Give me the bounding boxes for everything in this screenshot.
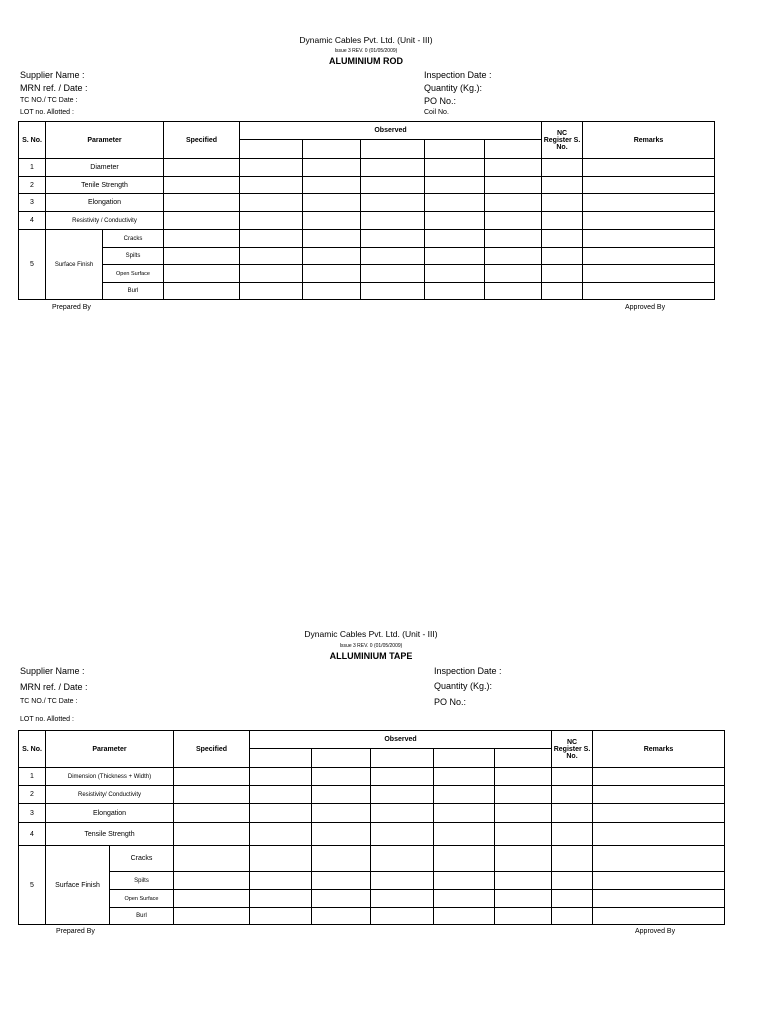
mrn-label: MRN ref. / Date :: [20, 682, 88, 692]
row-parameter: Tensile Strength: [46, 823, 174, 846]
row-sno: 3: [19, 804, 46, 823]
observed-cell[interactable]: [434, 804, 495, 823]
approved-by-label: Approved By: [625, 304, 666, 311]
observed-cell[interactable]: [250, 786, 312, 804]
observed-cell[interactable]: [495, 804, 552, 823]
sub-parameter: Open Surface: [103, 265, 164, 283]
remarks-cell[interactable]: [593, 846, 725, 872]
table-row: [19, 786, 725, 804]
sub-parameter: Spilts: [103, 248, 164, 265]
observed-cell-2[interactable]: [312, 749, 371, 768]
observed-cell[interactable]: [434, 786, 495, 804]
header-remarks: Remarks: [583, 122, 715, 159]
observed-cell[interactable]: [250, 872, 312, 890]
specified-cell[interactable]: [174, 908, 250, 925]
row-parameter: Dimension (Thickness + Width): [46, 768, 174, 786]
supplier-name-label: Supplier Name :: [20, 70, 85, 80]
supplier-name-label: Supplier Name :: [20, 666, 85, 676]
issue-revision: Issue 3 REV. 0 (01/05/2009): [339, 643, 403, 649]
sub-parameter: Burl: [103, 283, 164, 300]
row-parameter: Surface Finish: [46, 846, 110, 925]
observed-cell[interactable]: [312, 768, 371, 786]
observed-cell[interactable]: [434, 908, 495, 925]
row-parameter: Resistivity/ Conductivity: [46, 786, 174, 804]
header-nc-register: NC Register S. No.: [542, 122, 583, 159]
nc-cell[interactable]: [552, 768, 593, 786]
header-nc-register: NC Register S. No.: [552, 731, 593, 768]
observed-cell[interactable]: [495, 890, 552, 908]
specified-cell[interactable]: [174, 823, 250, 846]
remarks-cell[interactable]: [593, 890, 725, 908]
coil-label: Coil No.: [424, 109, 449, 116]
observed-cell[interactable]: [495, 846, 552, 872]
specified-cell[interactable]: [174, 786, 250, 804]
form-title: ALUMINIUM ROD: [329, 56, 403, 66]
observed-cell[interactable]: [250, 846, 312, 872]
tc-label: TC NO./ TC Date :: [20, 97, 78, 104]
sub-parameter: Spilts: [110, 872, 174, 890]
nc-cell[interactable]: [552, 804, 593, 823]
remarks-cell[interactable]: [593, 786, 725, 804]
nc-cell[interactable]: [552, 786, 593, 804]
row-sno: 2: [19, 786, 46, 804]
observed-cell[interactable]: [371, 804, 434, 823]
observed-cell[interactable]: [434, 823, 495, 846]
observed-cell[interactable]: [371, 846, 434, 872]
observed-cell[interactable]: [250, 823, 312, 846]
row-sno: 4: [19, 823, 46, 846]
row-parameter: Surface Finish: [46, 230, 103, 300]
lot-label: LOT no. Allotted :: [20, 716, 74, 723]
observed-cell[interactable]: [250, 908, 312, 925]
observed-cell[interactable]: [495, 823, 552, 846]
table-row: [19, 768, 725, 786]
observed-cell[interactable]: [434, 846, 495, 872]
specified-cell[interactable]: [174, 804, 250, 823]
specified-cell[interactable]: [174, 846, 250, 872]
observed-cell[interactable]: [312, 786, 371, 804]
specified-cell[interactable]: [174, 890, 250, 908]
observed-cell-1[interactable]: [250, 749, 312, 768]
observed-cell[interactable]: [312, 908, 371, 925]
table-row: [19, 823, 725, 846]
observed-cell[interactable]: [371, 890, 434, 908]
observed-cell[interactable]: [434, 890, 495, 908]
header-sno: S. No.: [19, 122, 46, 159]
remarks-cell[interactable]: [593, 768, 725, 786]
header-parameter: Parameter: [46, 731, 174, 768]
quantity-label: Quantity (Kg.):: [424, 83, 483, 93]
observed-cell-4[interactable]: [434, 749, 495, 768]
specified-cell[interactable]: [174, 768, 250, 786]
nc-cell[interactable]: [552, 890, 593, 908]
observed-cell[interactable]: [495, 768, 552, 786]
observed-cell[interactable]: [371, 768, 434, 786]
row-parameter: Elongation: [46, 194, 164, 212]
observed-cell[interactable]: [371, 872, 434, 890]
observed-cell[interactable]: [371, 786, 434, 804]
header-observed: Observed: [250, 731, 552, 749]
observed-cell[interactable]: [250, 890, 312, 908]
observed-cell[interactable]: [250, 768, 312, 786]
inspection-date-label: Inspection Date :: [424, 70, 492, 80]
nc-cell[interactable]: [552, 908, 593, 925]
observed-cell[interactable]: [434, 768, 495, 786]
quantity-label: Quantity (Kg.):: [434, 681, 493, 691]
row-parameter: Elongation: [46, 804, 174, 823]
header-observed: Observed: [240, 122, 542, 140]
row-parameter: Diameter: [46, 159, 164, 177]
nc-cell[interactable]: [552, 872, 593, 890]
company-name: Dynamic Cables Pvt. Ltd. (Unit - III): [304, 629, 438, 639]
sub-parameter: Cracks: [110, 846, 174, 872]
specified-cell[interactable]: [174, 872, 250, 890]
row-sno: 4: [19, 212, 46, 230]
remarks-cell[interactable]: [593, 872, 725, 890]
issue-revision: Issue 3 REV. 0 (01/05/2009): [334, 48, 398, 54]
sub-parameter: Burl: [110, 908, 174, 925]
observed-cell[interactable]: [312, 823, 371, 846]
inspection-table: [18, 730, 725, 925]
row-sno: 3: [19, 194, 46, 212]
observed-cell-5[interactable]: [495, 749, 552, 768]
sub-parameter: Cracks: [103, 230, 164, 248]
observed-cell[interactable]: [312, 846, 371, 872]
observed-cell[interactable]: [371, 823, 434, 846]
row-parameter: Tenile Strength: [46, 177, 164, 194]
observed-cell-3[interactable]: [371, 749, 434, 768]
remarks-cell[interactable]: [593, 823, 725, 846]
header-remarks: Remarks: [593, 731, 725, 768]
prepared-by-label: Prepared By: [56, 928, 95, 935]
sub-parameter: Open Surface: [110, 890, 174, 908]
row-sno: 1: [19, 159, 46, 177]
table-row: [19, 872, 725, 890]
observed-cell[interactable]: [495, 786, 552, 804]
table-row: [19, 890, 725, 908]
table-row: [19, 804, 725, 823]
row-sno: 2: [19, 177, 46, 194]
observed-cell[interactable]: [495, 872, 552, 890]
observed-cell[interactable]: [312, 804, 371, 823]
inspection-date-label: Inspection Date :: [434, 666, 502, 676]
row-sno: 5: [19, 230, 46, 300]
observed-cell[interactable]: [495, 908, 552, 925]
po-label: PO No.:: [434, 697, 467, 707]
header-parameter: Parameter: [46, 122, 164, 159]
form-title: ALLUMINIUM TAPE: [329, 651, 413, 661]
prepared-by-label: Prepared By: [52, 304, 91, 311]
remarks-cell[interactable]: [593, 908, 725, 925]
observed-cell[interactable]: [371, 908, 434, 925]
tc-label: TC NO./ TC Date :: [20, 698, 78, 705]
observed-cell[interactable]: [312, 890, 371, 908]
table-row: [19, 908, 725, 925]
table-row: [19, 846, 725, 872]
header-sno: S. No.: [19, 731, 46, 768]
observed-cell[interactable]: [250, 804, 312, 823]
row-sno: 1: [19, 768, 46, 786]
header-specified: Specified: [164, 122, 240, 159]
observed-cell[interactable]: [312, 872, 371, 890]
inspection-form-tape: [18, 0, 724, 1000]
po-label: PO No.:: [424, 96, 457, 106]
mrn-label: MRN ref. / Date :: [20, 83, 88, 93]
observed-cell[interactable]: [434, 872, 495, 890]
row-sno: 5: [19, 846, 46, 925]
company-name: Dynamic Cables Pvt. Ltd. (Unit - III): [299, 35, 433, 45]
remarks-cell[interactable]: [593, 804, 725, 823]
lot-label: LOT no. Allotted :: [20, 109, 74, 116]
nc-cell[interactable]: [552, 823, 593, 846]
approved-by-label: Approved By: [635, 928, 676, 935]
row-parameter: Resistivity / Conductivity: [46, 212, 164, 230]
header-specified: Specified: [174, 731, 250, 768]
nc-cell[interactable]: [552, 846, 593, 872]
